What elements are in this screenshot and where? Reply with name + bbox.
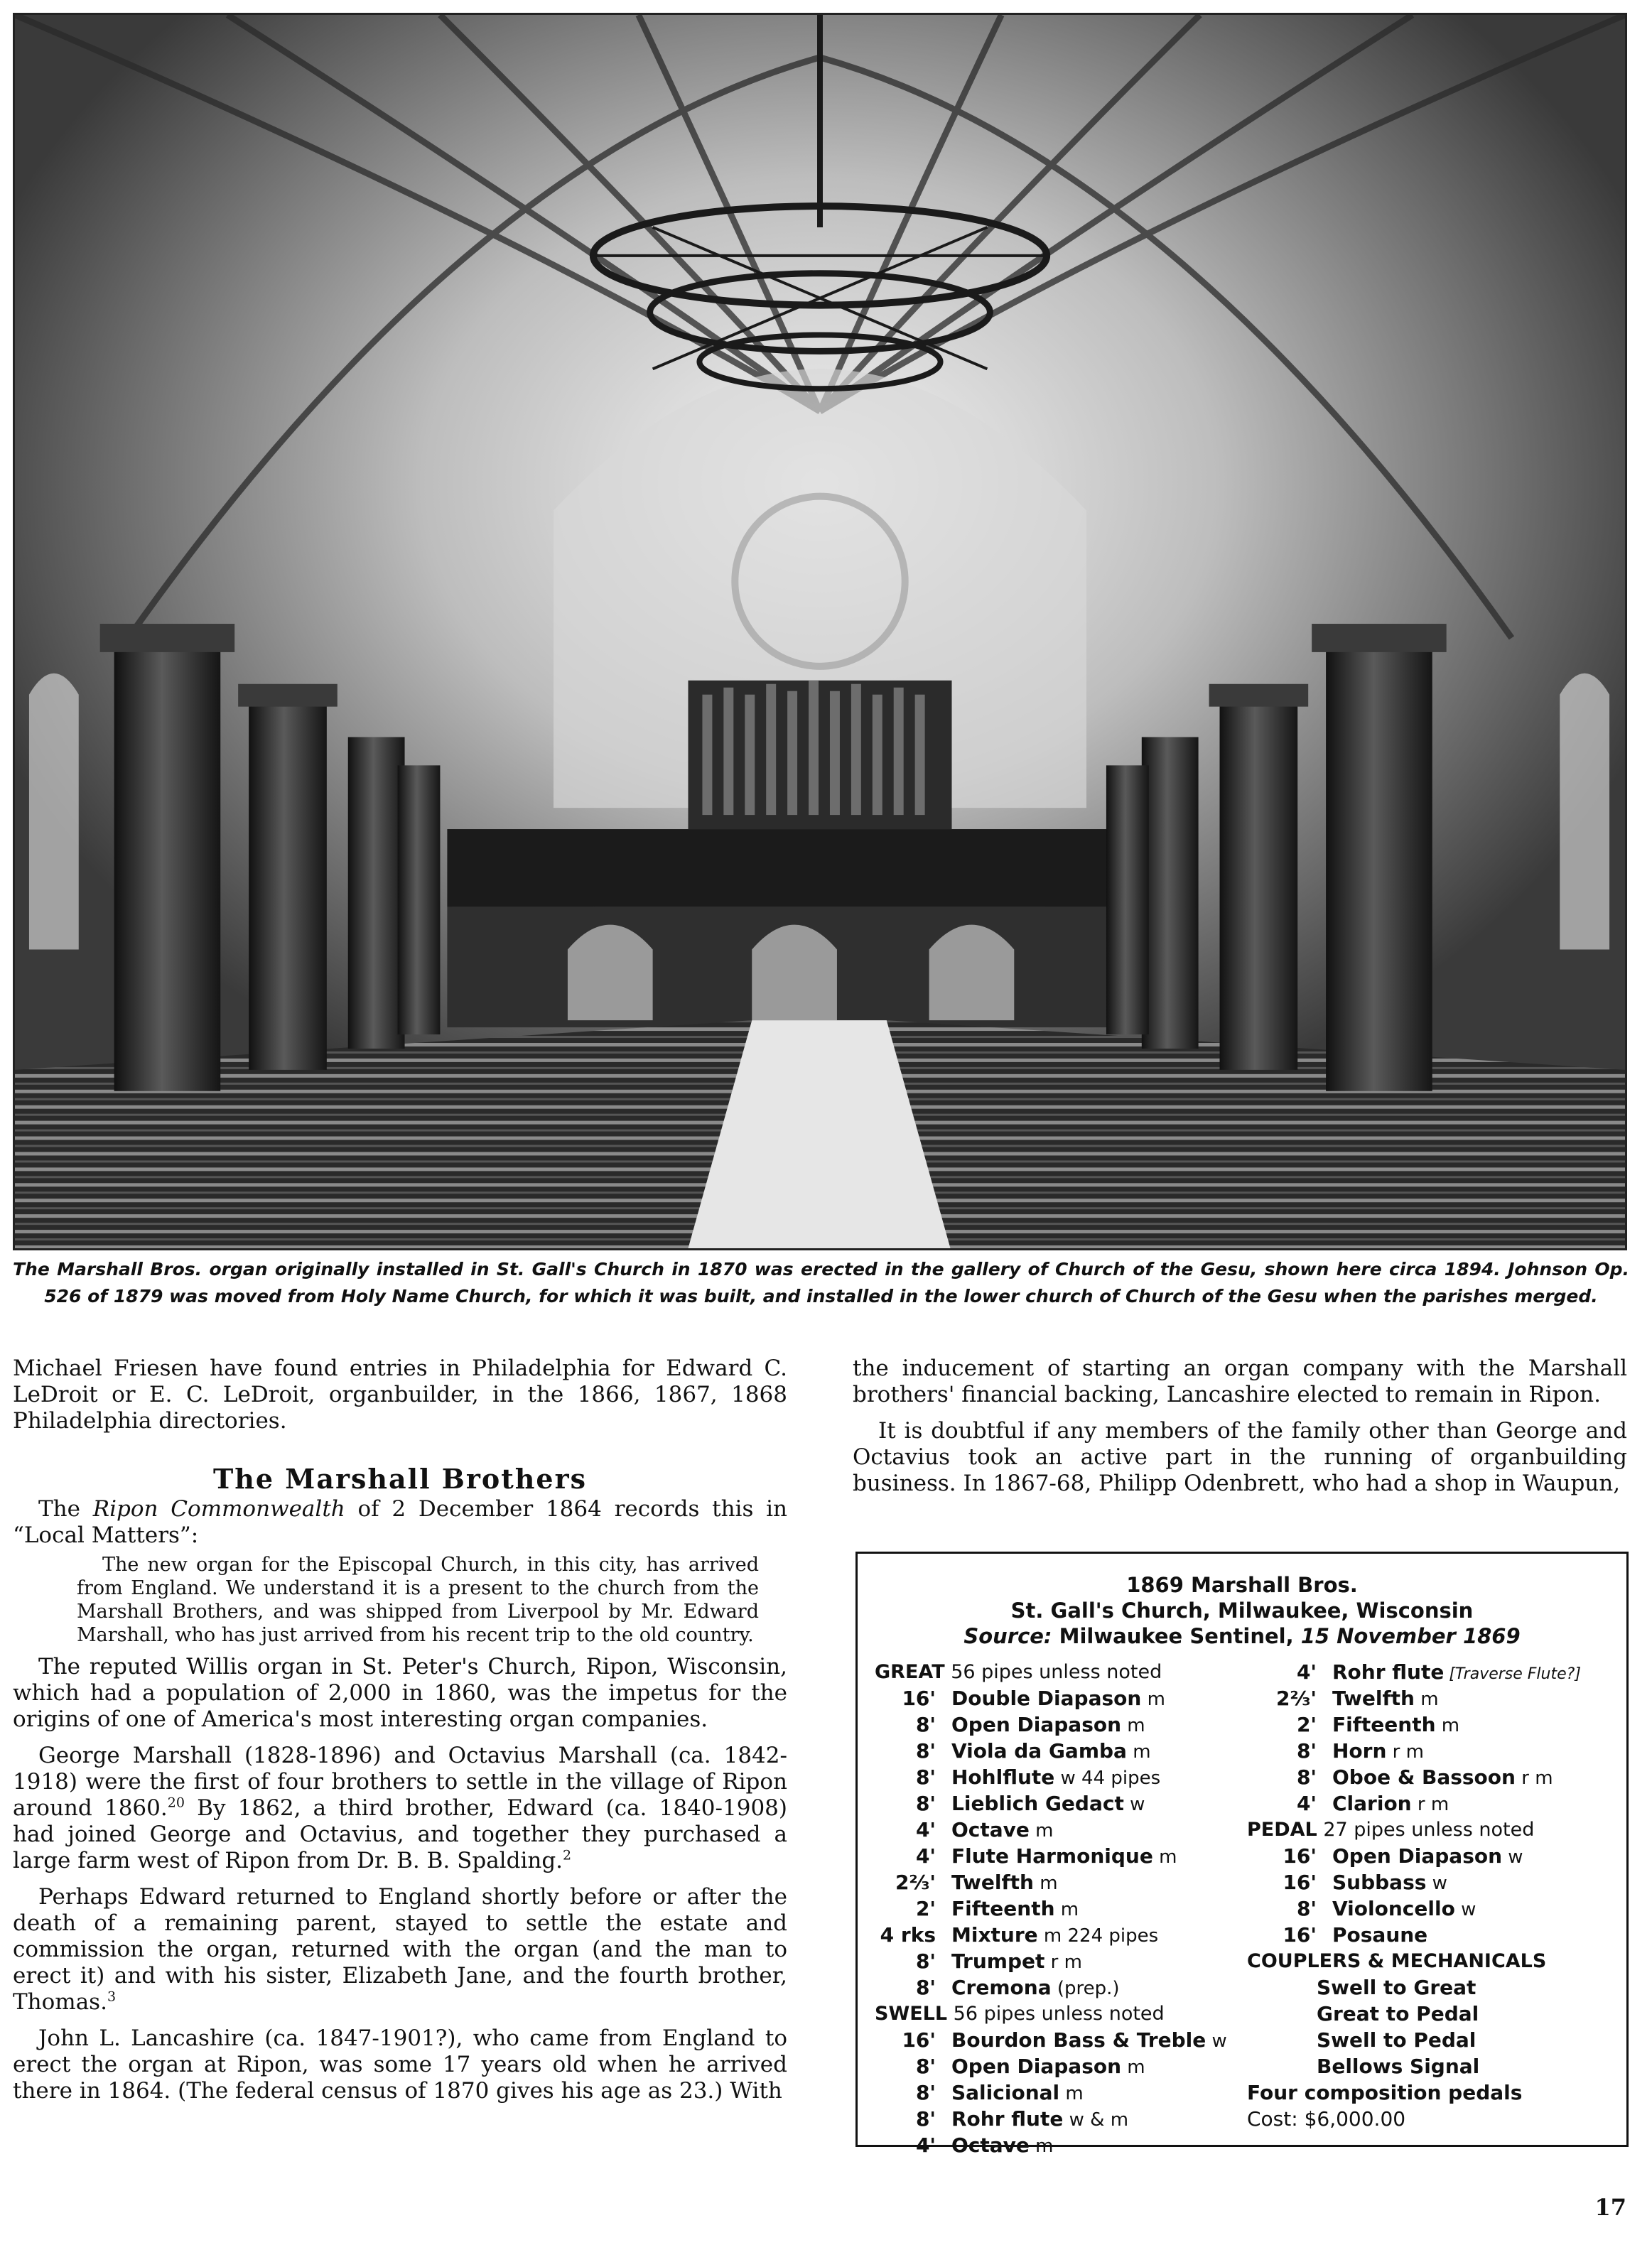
stop-pitch: 8' [915,1792,936,1815]
text-run: George Marshall (1828-1896) and Octavius Marshall (ca. 1842-1918) were the first of four brothers to settle in the village of Ripon around 1860. [13,1743,787,1821]
stop-pitch: 8' [915,1739,936,1763]
footnote-ref: 2 [563,1847,572,1863]
stop-name: Salicional [951,2081,1060,2104]
stoplist-location: St. Gall's Church, Milwaukee, Wisconsin [1010,1598,1474,1623]
stop-pitch: 4 rks [880,1923,936,1947]
stop-name: Flute Harmonique [951,1844,1153,1868]
text-run: Perhaps Edward returned to England shortly before or after the death of a remaining parent, stayed to settle the estate and commission the organ, returned with the organ (and the man to erect it) and with his sister, Elizabeth Jane, and the fourth brother, Thomas. [13,1884,787,2015]
stoplist-division [875,1659,1258,1685]
stop-name: Open Diapason [1332,1844,1503,1868]
stoplist-stop [875,1843,1258,1869]
stop-pitch: 2⅔' [895,1871,936,1894]
stoplist-stop [875,1817,1258,1843]
stop-name: Horn [1332,1739,1387,1763]
stoplist-stop [875,1790,1258,1817]
stoplist-source [858,1623,1626,1649]
stop-note: m [1033,1873,1058,1894]
stoplist-stop [1247,1922,1616,1948]
photo-caption: The Marshall Bros. organ originally installed in St. Gall's Church in 1870 was erected in the gallery of Church of the Gesu, shown here circa 1894. Johnson Op. 526 of 1879 was moved from Holy Name Church, for which it was built, and installed in the lower church of Church of the Gesu when the parishes merged. [13,1259,1629,1307]
stoplist-stop [875,1764,1258,1790]
stop-note: m [1152,1846,1177,1868]
stoplist-left-column [875,1659,1258,2158]
division-name: GREAT [875,1661,945,1683]
division-name: SWELL [875,2003,948,2025]
stoplist-header [858,1554,1626,1649]
text-run: The [38,1496,93,1522]
stop-note: m [1029,2136,1054,2157]
source-text: Milwaukee Sentinel, [1052,1624,1301,1648]
stop-pitch: 16' [1283,1871,1317,1894]
stop-name: Octave [951,2133,1030,2157]
stop-name: Bourdon Bass & Treble [951,2028,1206,2052]
stoplist-cost [1247,2106,1616,2132]
paragraph-edward [13,1884,787,2016]
stoplist-mechanical [1247,2079,1616,2106]
source-label: Source: [963,1624,1052,1648]
stop-pitch: 8' [1296,1765,1317,1789]
right-column [853,1356,1627,1497]
stop-note: w 44 pipes [1054,1768,1161,1789]
stop-note: r m [1044,1952,1082,1973]
stop-pitch: 8' [1296,1739,1317,1763]
stop-pitch: 8' [915,1713,936,1736]
stop-name: Twelfth [1332,1687,1415,1710]
stop-note: w [1426,1873,1447,1894]
stoplist-coupler [1247,2027,1616,2053]
stop-note: m [1414,1689,1439,1710]
paragraph-inducement: the inducement of starting an organ company with the Marshall brothers' financial backing, Lancashire elected to remain in Ripon. [853,1356,1627,1407]
stop-note: [Traverse Flute?] [1444,1665,1581,1683]
stoplist-coupler [1247,2053,1616,2079]
stop-note: m 224 pipes [1037,1925,1159,1947]
stoplist-coupler [1247,2001,1616,2027]
coupler-name: Bellows Signal [1317,2055,1480,2078]
stoplist-stop [875,2106,1258,2132]
stop-name: Lieblich Gedact [951,1792,1124,1815]
publication-title: Ripon Commonwealth [92,1496,345,1522]
division-note: 27 pipes unless noted [1317,1819,1535,1841]
mechanical-name: Four composition pedals [1247,2081,1523,2104]
stop-name: Oboe & Bassoon [1332,1765,1516,1789]
stoplist-division [1247,1817,1616,1843]
stop-name: Rohr flute [951,2107,1064,2131]
gallery-rail [447,829,1191,907]
stop-name: Double Diapason [951,1687,1142,1710]
stop-pitch: 4' [915,1818,936,1841]
paragraph-friesen: Michael Friesen have found entries in Philadelphia for Edward C. LeDroit or E. C. LeDroit, organbuilder, in the 1866, 1867, 1868 Philadelphia directories. [13,1356,787,1434]
stop-pitch: 4' [1296,1660,1317,1684]
stoplist-box [855,1552,1629,2157]
division-note: 56 pipes unless noted [944,1661,1162,1683]
stoplist-stop [875,2132,1258,2158]
stop-name: Violoncello [1332,1897,1455,1920]
stop-pitch: 16' [1283,1844,1317,1868]
stoplist-stop [875,1685,1258,1711]
stop-pitch: 8' [915,2107,936,2131]
stop-note: w & m [1063,2109,1129,2131]
text-run: By 1862, a third brother, Edward (ca. 1840-1908) had joined George and Octavius, and together they purchased a large farm west of Ripon from Dr. B. B. Spalding. [13,1795,787,1873]
stop-pitch: 8' [915,1976,936,1999]
stoplist-stop [1247,1843,1616,1869]
stoplist-stop [875,1922,1258,1948]
stop-name: Rohr flute [1332,1660,1445,1684]
stop-note: w [1502,1846,1523,1868]
church-interior-illustration [15,15,1625,1248]
stoplist-stop [1247,1764,1616,1790]
stop-name: Posaune [1332,1923,1428,1947]
stop-name: Mixture [951,1923,1038,1947]
cost-text: Cost: $6,000.00 [1247,2107,1406,2131]
stop-note: r m [1515,1768,1553,1789]
stoplist-stop [1247,1659,1616,1685]
stop-note: m [1029,1820,1054,1841]
coupler-name: Great to Pedal [1317,2002,1479,2025]
stop-name: Fifteenth [951,1897,1055,1920]
stop-pitch: 4' [915,1844,936,1868]
stop-pitch: 8' [915,1949,936,1973]
paragraph-willis-organ: The reputed Willis organ in St. Peter's Church, Ripon, Wisconsin, which had a population of 2,000 in 1860, was the impetus for the origins of one of America's most interesting organ companies. [13,1654,787,1732]
rear-doors [568,925,1014,1021]
stop-note: w [1123,1794,1145,1815]
stop-name: Fifteenth [1332,1713,1436,1736]
stoplist-stop [875,2079,1258,2106]
left-column [13,1356,787,2104]
stop-note: m [1121,2057,1145,2078]
stop-pitch: 8' [915,2055,936,2078]
text-run: of 2 December 1864 records this in “Local Matters”: [13,1496,788,1548]
block-quote: The new organ for the Episcopal Church, in this city, has arrived from England. We understand it is a present to the church from the Marshall Brothers, and was shipped from Liverpool by Mr. Edward Marshall, who has just arrived from his recent trip to the old country. [77,1554,759,1646]
stop-note: w [1206,2030,1227,2052]
stoplist-stop [875,1738,1258,1764]
stop-name: Open Diapason [951,1713,1122,1736]
stop-pitch: 4' [915,2133,936,2157]
stoplist-division [1247,1948,1616,1974]
stop-pitch: 2' [1296,1713,1317,1736]
stop-note: m [1126,1741,1151,1763]
stop-note: r m [1411,1794,1449,1815]
stop-name: Hohlflute [951,1765,1055,1789]
stoplist-stop [1247,1869,1616,1895]
paragraph-ripon-commonwealth [13,1496,787,1549]
stop-pitch: 8' [915,2081,936,2104]
division-name: COUPLERS & MECHANICALS [1247,1950,1547,1972]
stop-name: Viola da Gamba [951,1739,1127,1763]
footnote-ref: 3 [107,1989,117,2005]
stop-name: Clarion [1332,1792,1412,1815]
stop-pitch: 8' [915,1765,936,1789]
paragraph-lancashire: John L. Lancashire (ca. 1847-1901?), who came from England to erect the organ at Ripon, was some 17 years old when he arrived there in 1864. (The federal census of 1870 gives his age as 23.) With [13,2025,787,2104]
stop-note: m [1054,1899,1079,1920]
stop-note: m [1141,1689,1165,1710]
stoplist-stop [1247,1790,1616,1817]
stoplist-stop [875,1948,1258,1974]
stoplist-stop [875,1711,1258,1738]
stoplist-stop [875,2053,1258,2079]
coupler-name: Swell to Great [1317,1976,1476,1999]
stoplist-coupler [1247,1974,1616,2001]
footnote-ref: 20 [167,1795,185,1811]
stop-note: m [1059,2083,1084,2104]
stoplist-division [875,2001,1258,2027]
stoplist-stop [875,1869,1258,1895]
stop-name: Open Diapason [951,2055,1122,2078]
stop-name: Trumpet [951,1949,1045,1973]
stop-name: Subbass [1332,1871,1427,1894]
paragraph-marshall-brothers [13,1743,787,1874]
section-title: The Marshall Brothers [212,1463,588,1495]
stop-name: Twelfth [951,1871,1034,1894]
coupler-name: Swell to Pedal [1317,2028,1476,2052]
stoplist-stop [875,1974,1258,2001]
stop-note: w [1454,1899,1476,1920]
stop-pitch: 8' [1296,1897,1317,1920]
side-window-right [1560,674,1609,950]
source-date: 15 November 1869 [1300,1624,1521,1648]
stoplist-stop [1247,1711,1616,1738]
stoplist-stop [1247,1685,1616,1711]
stop-name: Cremona [951,1976,1052,1999]
stoplist-stop [875,1895,1258,1922]
stop-pitch: 2' [915,1897,936,1920]
stop-note: m [1121,1715,1145,1736]
stoplist-right-column [1247,1659,1616,2132]
stop-pitch: 16' [902,1687,936,1710]
stop-note: m [1435,1715,1460,1736]
stop-pitch: 2⅔' [1275,1687,1317,1710]
stop-pitch: 16' [902,2028,936,2052]
stoplist-title: 1869 Marshall Bros. [1126,1573,1358,1597]
division-name: PEDAL [1247,1819,1317,1841]
stop-note: r m [1386,1741,1424,1763]
stoplist-stop [1247,1738,1616,1764]
paragraph-odenbrett: It is doubtful if any members of the family other than George and Octavius took an active part in the running of organbuilding business. In 1867-68, Philipp Odenbrett, who had a shop in Waupun, [853,1418,1627,1496]
stop-name: Octave [951,1818,1030,1841]
stoplist-stop [875,2027,1258,2053]
church-interior-photo [13,13,1627,1250]
side-window-left [29,674,79,950]
division-note: 56 pipes unless noted [947,2003,1165,2025]
page-number: 17 [1594,2194,1626,2221]
stop-note: (prep.) [1051,1978,1120,1999]
stop-pitch: 16' [1283,1923,1317,1947]
stoplist-stop [1247,1895,1616,1922]
stop-pitch: 4' [1296,1792,1317,1815]
